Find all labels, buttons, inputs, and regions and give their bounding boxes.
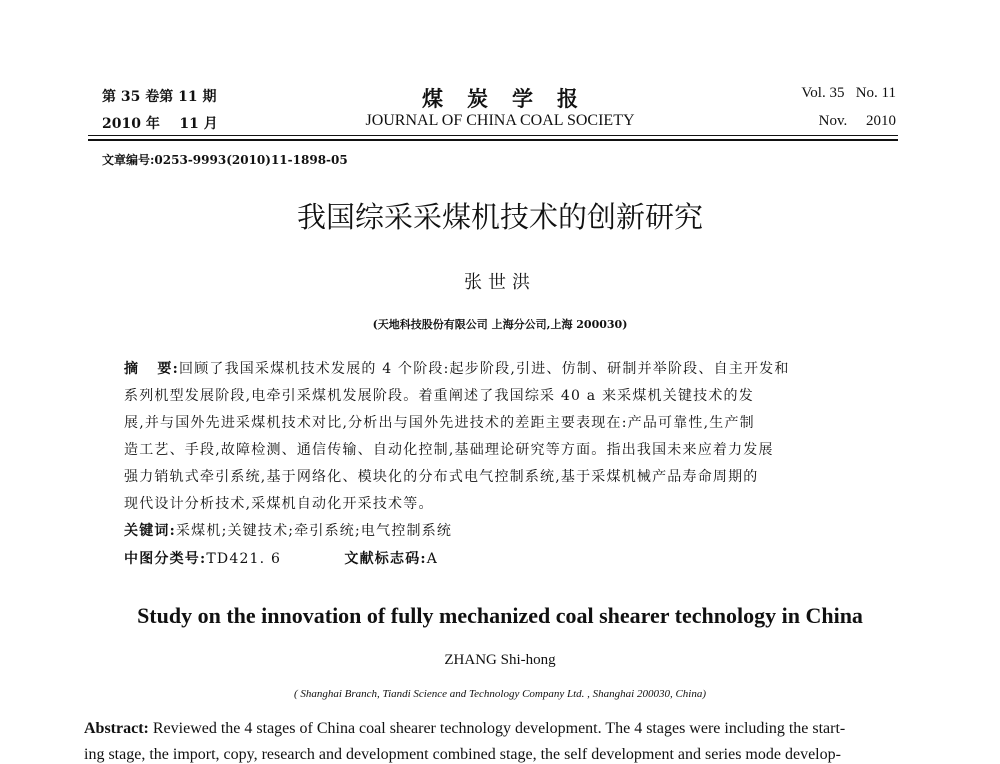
abstract-cn-line: 展,并与国外先进采煤机技术对比,分析出与国外先进技术的差距主要表现在:产品可靠性,生产制 <box>124 415 755 431</box>
volume-issue-en: Vol. 35 No. 11 <box>801 85 896 101</box>
affiliation-cn: (天地科技股份有限公司 上海分公司,上海 200030) <box>372 318 628 331</box>
abstract-cn-line: 强力销轨式牵引系统,基于网络化、模块化的分布式电气控制系统,基于采煤机械产品寿命周期的 <box>124 469 759 485</box>
doc-code-label: 文献标志码: <box>344 551 427 567</box>
abstract-en-text: Reviewed the 4 stages of China coal shearer technology development. The 4 stages were including the start- <box>148 720 846 737</box>
keywords-cn-label: 关键词: <box>124 523 176 539</box>
clc-label: 中图分类号: <box>124 551 207 567</box>
abstract-cn-text: 回顾了我国采煤机技术发展的 4 个阶段:起步阶段,引进、仿制、研制并举阶段、自主开发和 <box>179 361 790 377</box>
classification-cn <box>124 548 438 568</box>
keywords-cn <box>124 520 452 540</box>
journal-title-cn: 煤炭学报 <box>422 86 602 111</box>
abstract-cn-line <box>124 358 790 378</box>
journal-title-en: JOURNAL OF CHINA COAL SOCIETY <box>365 112 635 129</box>
doc-code-value: A <box>426 551 439 567</box>
author-en: ZHANG Shi-hong <box>444 652 556 668</box>
abstract-cn-line: 造工艺、手段,故障检测、通信传输、自动化控制,基础理论研究等方面。指出我国未来应着力发展 <box>124 442 774 458</box>
date-en: Nov. 2010 <box>818 113 896 129</box>
abstract-en-label: Abstract: <box>84 720 149 737</box>
abstract-cn-label: 摘 要: <box>124 361 179 377</box>
abstract-en-line <box>84 720 845 738</box>
abstract-cn-line: 系列机型发展阶段,电牵引采煤机发展阶段。着重阐述了我国综采 40 a 来采煤机关键技术的发 <box>124 388 754 404</box>
abstract-en-line: ing stage, the import, copy, research and development combined stage, the self development and series mode develop- <box>84 746 841 763</box>
volume-issue-cn: 第 35 卷第 11 期 <box>102 89 217 105</box>
clc-value: TD421. 6 <box>206 551 282 567</box>
keywords-cn-text: 采煤机;关键技术;牵引系统;电气控制系统 <box>175 523 453 539</box>
article-title-cn: 我国综采采煤机技术的创新研究 <box>296 200 703 234</box>
author-cn: 张世洪 <box>464 272 536 293</box>
header-rule-bottom <box>88 139 898 141</box>
affiliation-en: ( Shanghai Branch, Tiandi Science and Technology Company Ltd. , Shanghai 200030, China) <box>293 688 707 700</box>
article-title-en: Study on the innovation of fully mechanized coal shearer technology in China <box>137 603 863 628</box>
header-rule-top <box>88 135 898 136</box>
abstract-cn-line: 现代设计分析技术,采煤机自动化开采技术等。 <box>124 496 434 512</box>
article-id: 文章编号:0253-9993(2010)11-1898-05 <box>102 153 348 167</box>
date-cn: 2010 年 11 月 <box>102 116 218 132</box>
